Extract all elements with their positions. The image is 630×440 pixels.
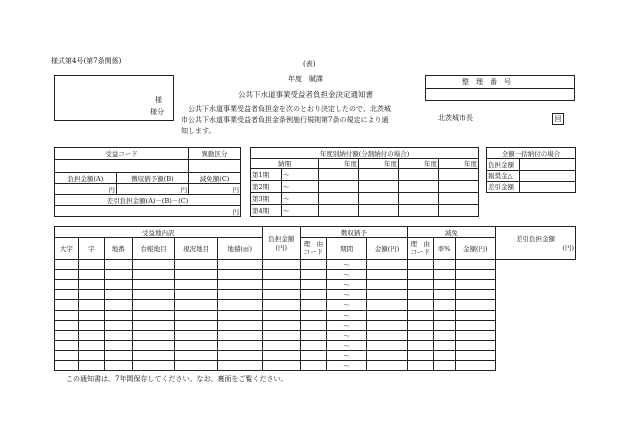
table-cell [433, 330, 455, 340]
table-cell [132, 340, 175, 350]
table-cell [78, 350, 104, 360]
table-cell [175, 330, 218, 340]
table-cell [407, 330, 433, 340]
table-cell [78, 270, 104, 280]
table-cell [407, 320, 433, 330]
table-cell [175, 300, 218, 310]
table-cell [300, 350, 326, 360]
table-cell [455, 270, 495, 280]
table-cell [217, 320, 262, 330]
tilde-4: ～ [282, 205, 319, 217]
kikan-tilde: ～ [326, 270, 366, 280]
lump-hoshokin: 報奨金△ [487, 170, 520, 181]
table-cell [55, 330, 79, 340]
col-ritsu: 率% [433, 238, 455, 260]
lump-futankingaku: 負担金額 [487, 159, 520, 170]
document-title: 公共下水道事業受益者負担金決定通知書 [238, 90, 373, 99]
lump-sum-header: 全額一括納付の場合 [487, 148, 576, 159]
nendo-3: 年度 [399, 159, 439, 169]
table-cell [132, 350, 175, 360]
kikan-tilde: ～ [326, 300, 366, 310]
table-cell [367, 360, 407, 370]
table-cell [175, 310, 218, 320]
seiri-bango-label: 整 理 番 号 [462, 78, 511, 86]
table-cell [262, 260, 300, 270]
unit-sashihiki: 円 [55, 206, 241, 217]
table-cell [433, 360, 455, 370]
table-row [55, 260, 576, 270]
table-cell [407, 270, 433, 280]
table-row [55, 340, 576, 350]
body-line-3: 知します。 [181, 127, 216, 135]
table-cell [55, 260, 79, 270]
sashihiki-label: 差引負担金額(A)－(B)－(C) [55, 195, 241, 206]
table-cell [104, 350, 132, 360]
table-cell [175, 290, 218, 300]
table-cell [300, 290, 326, 300]
table-cell [367, 310, 407, 320]
table-cell [433, 310, 455, 320]
sashihiki-col-unit: (円) [562, 244, 574, 253]
table-cell [217, 350, 262, 360]
footer-note: この通知書は、7年間保存してください。なお、裏面をご覧ください。 [66, 375, 288, 383]
table-cell [433, 290, 455, 300]
table-cell [455, 280, 495, 290]
table-cell [407, 350, 433, 360]
table-cell [300, 260, 326, 270]
table-cell [175, 320, 218, 330]
table-cell [262, 320, 300, 330]
genmen-header: 減免 [407, 227, 495, 238]
table-cell [78, 320, 104, 330]
table-cell [104, 260, 132, 270]
table-cell [407, 360, 433, 370]
kikan-tilde: ～ [326, 310, 366, 320]
table-cell [262, 310, 300, 320]
table-cell [78, 300, 104, 310]
table-cell [55, 310, 79, 320]
ki-2: 第2期 [251, 181, 282, 193]
table-cell [78, 280, 104, 290]
table-row [55, 290, 576, 300]
nendo-1: 年度 [319, 159, 359, 169]
addressee-sama: 様 [155, 96, 162, 104]
table-cell [262, 350, 300, 360]
table-cell [367, 270, 407, 280]
kikan-tilde: ～ [326, 280, 366, 290]
table-row [55, 350, 576, 360]
table-cell [78, 290, 104, 300]
table-cell [367, 280, 407, 290]
table-cell [455, 300, 495, 310]
body-line-1: 公共下水道事業受益者負担金を次のとおり決定したので、北茨城 [188, 105, 391, 113]
table-cell [367, 300, 407, 310]
table-cell [262, 300, 300, 310]
juekichi-header: 受益地内訳 [55, 227, 263, 238]
unit-a: 円 [55, 184, 117, 195]
kikan-tilde: ～ [326, 330, 366, 340]
kikan-tilde: ～ [326, 260, 366, 270]
sashihiki-header [495, 227, 575, 260]
table-cell [262, 290, 300, 300]
table-cell [104, 290, 132, 300]
table-cell [104, 280, 132, 290]
table-cell [433, 350, 455, 360]
table-cell [300, 310, 326, 320]
table-cell [132, 280, 175, 290]
table-cell [455, 330, 495, 340]
table-row [55, 300, 576, 310]
table-cell [217, 310, 262, 320]
table-cell [455, 320, 495, 330]
col-chiseki: 地積(㎡) [217, 238, 262, 260]
col-daicho-chimoku: 台帳地目 [132, 238, 175, 260]
choshu-header: 徴収猶予 [300, 227, 407, 238]
table-cell [55, 350, 79, 360]
table-cell [407, 300, 433, 310]
table-cell [175, 340, 218, 350]
mayor-name: 北茨城市長 [438, 114, 473, 122]
genmen-label: 減免額(C) [189, 173, 241, 184]
table-cell [407, 290, 433, 300]
table-cell [217, 290, 262, 300]
table-cell [300, 330, 326, 340]
body-line-2: 市公共下水道事業受益者負担金条例施行規則第7条の規定により通 [181, 116, 389, 124]
table-cell [300, 360, 326, 370]
table-cell [175, 350, 218, 360]
kikan-tilde: ～ [326, 290, 366, 300]
tilde-2: ～ [282, 181, 319, 193]
table-cell [433, 320, 455, 330]
table-cell [78, 260, 104, 270]
unit-b: 円 [116, 184, 188, 195]
table-cell [132, 360, 175, 370]
table-row [55, 280, 576, 290]
seal-mark: 回 [552, 113, 564, 125]
table-cell [300, 320, 326, 330]
tilde-3: ～ [282, 193, 319, 205]
table-cell [407, 340, 433, 350]
table-cell [132, 330, 175, 340]
jueki-code-header: 受益コード [55, 148, 189, 160]
installment-header: 年度別納付額(分割納付の場合) [251, 148, 479, 159]
table-cell [217, 360, 262, 370]
ki-1: 第1期 [251, 169, 282, 181]
col-oaza: 大字 [55, 238, 79, 260]
table-cell [175, 260, 218, 270]
table-cell [132, 320, 175, 330]
addressee-samabun: 様分 [150, 108, 164, 116]
table-cell [217, 330, 262, 340]
lump-sum-table [486, 147, 576, 193]
table-cell [217, 270, 262, 280]
table-cell [407, 310, 433, 320]
table-cell [262, 360, 300, 370]
table-row [55, 310, 576, 320]
table-cell [55, 360, 79, 370]
table-cell [455, 360, 495, 370]
table-cell [367, 340, 407, 350]
omote-label: (表) [303, 60, 316, 68]
sashihiki-col-label: 差引負担金額 [515, 235, 555, 244]
nendo-fuka: 年度 賦課 [288, 75, 323, 83]
col-kingaku-2: 金額(円) [455, 238, 495, 260]
table-cell [262, 280, 300, 290]
table-cell [175, 360, 218, 370]
futankingaku-label: 負担金額(A) [55, 173, 117, 184]
table-cell [78, 360, 104, 370]
nendo-2: 年度 [359, 159, 399, 169]
table-cell [104, 330, 132, 340]
table-cell [217, 280, 262, 290]
table-cell [300, 280, 326, 290]
col-riyu-code-1: 理 由 コード [300, 238, 326, 260]
table-cell [132, 260, 175, 270]
table-cell [55, 280, 79, 290]
tilde-1: ～ [282, 169, 319, 181]
table-cell [55, 340, 79, 350]
table-cell [433, 280, 455, 290]
table-cell [433, 340, 455, 350]
table-cell [78, 340, 104, 350]
table-cell [367, 260, 407, 270]
table-cell [104, 310, 132, 320]
table-cell [104, 340, 132, 350]
table-cell [55, 320, 79, 330]
table-cell [433, 260, 455, 270]
table-cell [104, 360, 132, 370]
table-cell [78, 330, 104, 340]
table-cell [175, 270, 218, 280]
table-cell [132, 290, 175, 300]
noki-label: 納期 [251, 159, 319, 169]
table-cell [455, 340, 495, 350]
kikan-tilde: ～ [326, 320, 366, 330]
table-cell [104, 320, 132, 330]
table-cell [55, 290, 79, 300]
table-cell [300, 340, 326, 350]
table-cell [104, 300, 132, 310]
table-cell [367, 320, 407, 330]
table-cell [262, 340, 300, 350]
jueki-detail-table [54, 226, 576, 371]
ido-kubun-header: 異動区分 [189, 148, 241, 160]
form-number: 様式第4号(第7条関係) [51, 57, 122, 65]
table-cell [132, 310, 175, 320]
table-cell [455, 260, 495, 270]
table-row [55, 360, 576, 370]
table-cell [455, 350, 495, 360]
table-cell [433, 300, 455, 310]
table-cell [407, 280, 433, 290]
ki-4: 第4期 [251, 205, 282, 217]
nendo-4: 年度 [439, 159, 479, 169]
ki-3: 第3期 [251, 193, 282, 205]
col-aza: 字 [78, 238, 104, 260]
futan-unit: (円) [275, 244, 288, 253]
table-cell [175, 280, 218, 290]
table-cell [104, 270, 132, 280]
table-cell [367, 350, 407, 360]
table-cell [300, 300, 326, 310]
table-cell [55, 300, 79, 310]
table-cell [132, 300, 175, 310]
table-cell [455, 310, 495, 320]
table-cell [300, 270, 326, 280]
table-cell [455, 290, 495, 300]
summary-table [54, 147, 241, 217]
kikan-tilde: ～ [326, 360, 366, 370]
table-cell [217, 300, 262, 310]
unit-c: 円 [189, 184, 241, 195]
col-kikan: 期間 [326, 238, 366, 260]
table-row [55, 330, 576, 340]
table-cell [367, 290, 407, 300]
col-kingaku-1: 金額(円) [367, 238, 407, 260]
table-cell [132, 270, 175, 280]
col-riyu-code-2: 理 由 コード [407, 238, 433, 260]
table-cell [217, 260, 262, 270]
table-cell [407, 260, 433, 270]
table-cell [367, 330, 407, 340]
installment-table [250, 147, 479, 217]
table-cell [433, 270, 455, 280]
lump-sashihiki: 差引金額 [487, 181, 520, 192]
col-chiban: 地番 [104, 238, 132, 260]
table-cell [217, 340, 262, 350]
table-row [55, 320, 576, 330]
futan-header [262, 227, 300, 260]
table-cell [262, 330, 300, 340]
col-genkyo-chimoku: 現況地目 [175, 238, 218, 260]
table-cell [78, 310, 104, 320]
futan-label: 負担金額 [268, 235, 295, 244]
table-row [55, 270, 576, 280]
table-cell [55, 270, 79, 280]
kikan-tilde: ～ [326, 340, 366, 350]
kikan-tilde: ～ [326, 350, 366, 360]
table-cell [262, 270, 300, 280]
choshuyuyo-label: 徴収猶予額(B) [116, 173, 188, 184]
